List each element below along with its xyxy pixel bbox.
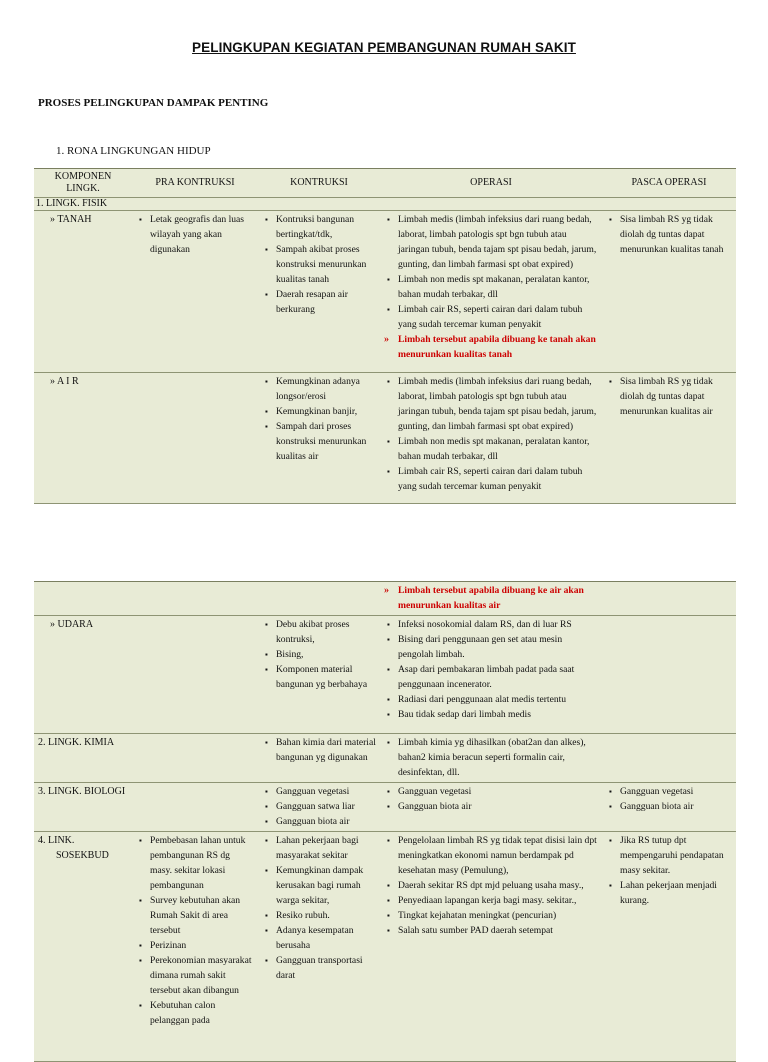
list-item: ▪ Limbah medis (limbah infeksius dari ruang bedah, laborat, limbah patologis spt bgn tubuh atau jaringan tubuh, benda tajam spt pisau bedah, jarum, gunting, dan limbah farmasi spt obat expired) xyxy=(398,212,598,272)
list-item: ▪ Komponen material bangunan yg berbahaya xyxy=(276,662,376,692)
list-item: ▪ Gangguan vegetasi xyxy=(398,784,598,799)
biologi-pasca-list xyxy=(606,784,732,814)
kimia-kons-list xyxy=(262,735,376,765)
list-item: ▪ Limbah cair RS, seperti cairan dari dalam tubuh yang sudah tercemar kuman penyakit xyxy=(398,302,598,332)
list-item: ▪ Limbah kimia yg dihasilkan (obat2an dan alkes), bahan2 kimia beracun seperti formalin cair, desinfektan, dll. xyxy=(398,735,598,780)
list-item: ▪ Kemungkinan adanya longsor/erosi xyxy=(276,374,376,404)
biologi-kons-list xyxy=(262,784,376,829)
list-item: ▪ Daerah sekitar RS dpt mjd peluang usaha masy., xyxy=(398,878,598,893)
air-op-list xyxy=(384,374,598,494)
sosek-kons-list xyxy=(262,833,376,983)
udara-label: » UDARA xyxy=(34,616,132,734)
list-item-rona: 1. RONA LINGKUNGAN HIDUP xyxy=(56,145,211,157)
list-item: ▪ Sampah akibat proses konstruksi menurunkan kualitas tanah xyxy=(276,242,376,287)
tanah-pra-list xyxy=(136,212,254,257)
list-item: ▪ Lahan pekerjaan menjadi kurang. xyxy=(620,878,732,908)
air-kons-list xyxy=(262,374,376,464)
header-operasi: OPERASI xyxy=(380,169,602,198)
list-item: ▪ Gangguan satwa liar xyxy=(276,799,376,814)
list-item: ▪ Limbah cair RS, seperti cairan dari dalam tubuh yang sudah tercemar kuman penyakit xyxy=(398,464,598,494)
header-kontruksi: KONTRUKSI xyxy=(258,169,380,198)
table-row xyxy=(34,616,736,734)
list-item: ▪ Gangguan biota air xyxy=(398,799,598,814)
list-item: ▪ Sampah dari proses konstruksi menurunkan kualitas air xyxy=(276,419,376,464)
tanah-pasca-list xyxy=(606,212,732,257)
list-item: ▪ Penyediaan lapangan kerja bagi masy. sekitar., xyxy=(398,893,598,908)
table-row xyxy=(34,734,736,783)
section-title: PROSES PELINGKUPAN DAMPAK PENTING xyxy=(38,97,269,109)
tanah-op-note: » Limbah tersebut apabila dibuang ke tanah akan menurunkan kualitas tanah xyxy=(398,332,598,362)
list-item: ▪ Adanya kesempatan berusaha xyxy=(276,923,376,953)
udara-op-list xyxy=(384,617,598,722)
list-item: ▪ Resiko rubuh. xyxy=(276,908,376,923)
tanah-op-list xyxy=(384,212,598,362)
list-item: ▪ Kontruksi bangunan bertingkat/tdk, xyxy=(276,212,376,242)
list-item: ▪ Sisa limbah RS yg tidak diolah dg tuntas dapat menurunkan kualitas tanah xyxy=(620,212,732,257)
list-item: ▪ Gangguan vegetasi xyxy=(276,784,376,799)
list-item: ▪ Gangguan transportasi darat xyxy=(276,953,376,983)
list-item: ▪ Infeksi nosokomial dalam RS, dan di luar RS xyxy=(398,617,598,632)
table-row xyxy=(34,832,736,1062)
list-item: ▪ Kemungkinan dampak kerusakan bagi rumah warga sekitar, xyxy=(276,863,376,908)
list-item: ▪ Pembebasan lahan untuk pembangunan RS dg masy. sekitar lokasi pembangunan xyxy=(150,833,254,893)
list-item: ▪ Pengelolaan limbah RS yg tidak tepat disisi lain dpt meningkatkan ekonomi namun berdampak pd kesehatan masy (Pemulung), xyxy=(398,833,598,878)
page-title: PELINGKUPAN KEGIATAN PEMBANGUNAN RUMAH SAKIT xyxy=(192,40,576,55)
sosek-label: 4. LINK. SOSEKBUD xyxy=(34,832,132,1062)
kimia-op-list xyxy=(384,735,598,780)
list-item: ▪ Gangguan vegetasi xyxy=(620,784,732,799)
list-item: ▪ Lahan pekerjaan bagi masyarakat sekitar xyxy=(276,833,376,863)
air-op-note: » Limbah tersebut apabila dibuang ke air akan menurunkan kualitas air xyxy=(398,583,598,613)
list-item: ▪ Bising dari penggunaan gen set atau mesin pengolah limbah. xyxy=(398,632,598,662)
list-item: ▪ Radiasi dari penggunaan alat medis tertentu xyxy=(398,692,598,707)
environment-table-part1 xyxy=(34,168,736,504)
table-row xyxy=(34,198,736,211)
table-row xyxy=(34,582,736,616)
list-item: ▪ Bau tidak sedap dari limbah medis xyxy=(398,707,598,722)
header-komponen: KOMPONEN LINGK. xyxy=(34,169,132,198)
table-row xyxy=(34,783,736,832)
tanah-kons-list xyxy=(262,212,376,317)
udara-kons-list xyxy=(262,617,376,692)
kimia-label: 2. LINGK. KIMIA xyxy=(34,734,132,783)
list-item: ▪ Letak geografis dan luas wilayah yang akan digunakan xyxy=(150,212,254,257)
header-pra-kontruksi: PRA KONTRUKSI xyxy=(132,169,258,198)
table-row xyxy=(34,211,736,373)
list-item: ▪ Daerah resapan air berkurang xyxy=(276,287,376,317)
air-label: » A I R xyxy=(34,373,132,504)
table-header-row xyxy=(34,169,736,198)
group-lingk-fisik: 1. LINGK. FISIK xyxy=(34,198,132,211)
air-pasca-list xyxy=(606,374,732,419)
list-item: ▪ Sisa limbah RS yg tidak diolah dg tuntas dapat menurunkan kualitas air xyxy=(620,374,732,419)
sosek-op-list xyxy=(384,833,598,938)
list-item: ▪ Gangguan biota air xyxy=(620,799,732,814)
list-item: ▪ Gangguan biota air xyxy=(276,814,376,829)
sosek-pra-list xyxy=(136,833,254,1028)
environment-table-part2 xyxy=(34,581,736,1062)
table-row xyxy=(34,373,736,504)
list-item: ▪ Limbah non medis spt makanan, peralatan kantor, bahan mudah terbakar, dll xyxy=(398,272,598,302)
list-item: ▪ Tingkat kejahatan meningkat (pencurian) xyxy=(398,908,598,923)
list-item: ▪ Debu akibat proses kontruksi, xyxy=(276,617,376,647)
list-item: ▪ Jika RS tutup dpt mempengaruhi pendapatan masy sekitar. xyxy=(620,833,732,878)
list-item: ▪ Kebutuhan calon pelanggan pada xyxy=(150,998,254,1028)
list-item: ▪ Perekonomian masyarakat dimana rumah sakit tersebut akan dibangun xyxy=(150,953,254,998)
header-pasca-operasi: PASCA OPERASI xyxy=(602,169,736,198)
biologi-op-list xyxy=(384,784,598,814)
tanah-label: » TANAH xyxy=(34,211,132,373)
list-item: ▪ Salah satu sumber PAD daerah setempat xyxy=(398,923,598,938)
list-item: ▪ Kemungkinan banjir, xyxy=(276,404,376,419)
sosek-pasca-list xyxy=(606,833,732,908)
list-item: ▪ Bising, xyxy=(276,647,376,662)
list-item: ▪ Bahan kimia dari material bangunan yg digunakan xyxy=(276,735,376,765)
list-item: ▪ Survey kebutuhan akan Rumah Sakit di area tersebut xyxy=(150,893,254,938)
list-item: ▪ Limbah non medis spt makanan, peralatan kantor, bahan mudah terbakar, dll xyxy=(398,434,598,464)
list-item: ▪ Asap dari pembakaran limbah padat pada saat penggunaan incenerator. xyxy=(398,662,598,692)
list-item: ▪ Limbah medis (limbah infeksius dari ruang bedah, laborat, limbah patologis spt bgn tubuh atau jaringan tubuh, benda tajam spt pisau bedah, jarum, gunting, dan limbah farmasi spt obat expired) xyxy=(398,374,598,434)
list-item: ▪ Perizinan xyxy=(150,938,254,953)
biologi-label: 3. LINGK. BIOLOGI xyxy=(34,783,132,832)
